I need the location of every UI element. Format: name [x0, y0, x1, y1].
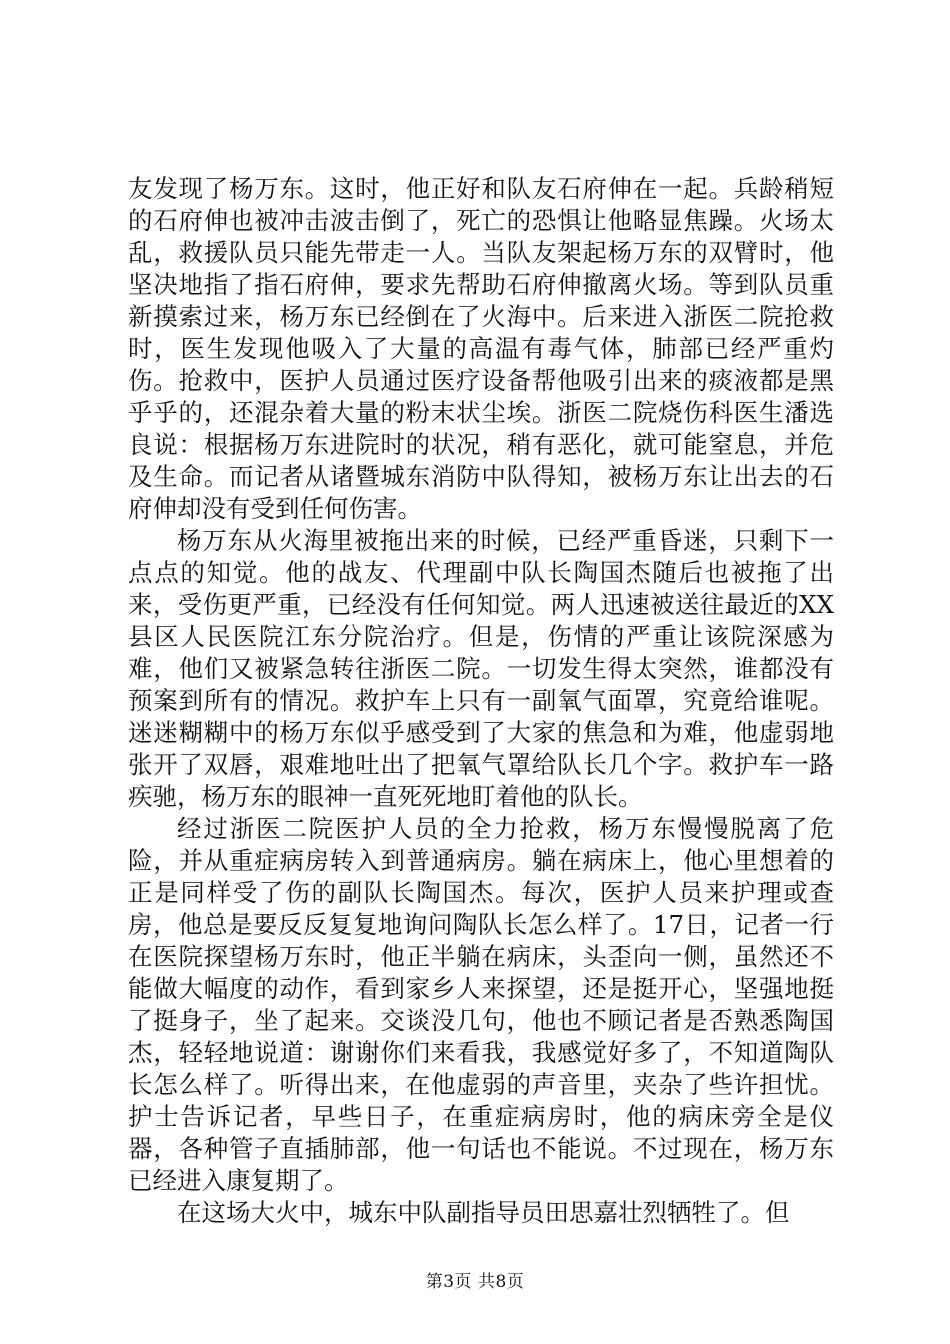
paragraph-4: 在这场大火中，城东中队副指导员田思嘉壮烈牺牲了。但 — [177, 1198, 790, 1227]
page-footer: 第3页 共8页 — [425, 1272, 525, 1292]
paragraph-1: 友发现了杨万东。这时，他正好和队友石府伸在一起。兵龄稍短的石府伸也被冲击波击倒了，死亡的恐惧让他略显焦躁。火场太乱，救援队员只能先带走一人。当队友架起杨万东的双臂时，他坚决地指了指石府伸，要求先帮助石府伸撤离火场。等到队员重新摸索过来，杨万东已经倒在了火海中。后来进入浙医二院抢救时，医生发现他吸入了大量的高温有毒气体，肺部已经严重灼伤。抢救中，医护人员通过医疗设备帮他吸引出来的痰液都是黑乎乎的，还混杂着大量的粉末状尘埃。浙医二院烧伤科医生潘选良说：根据杨万东进院时的状况，稍有恶化，就可能窒息，并危及生命。而记者从诸暨城东消防中队得知，被杨万东让出去的石府伸却没有受到任何伤害。 — [128, 174, 834, 523]
body-text — [128, 173, 834, 1229]
paragraph-2: 杨万东从火海里被拖出来的时候，已经严重昏迷，只剩下一点点的知觉。他的战友、代理副中队长陶国杰随后也被拖了出来，受伤更严重，已经没有任何知觉。两人迅速被送往最近的XX县区人民医院江东分院治疗。但是，伤情的严重让该院深感为难，他们又被紧急转往浙医二院。一切发生得太突然，谁都没有预案到所有的情况。救护车上只有一副氧气面罩，究竟给谁呢。迷迷糊糊中的杨万东似乎感受到了大家的焦急和为难，他虚弱地张开了双唇，艰难地吐出了把氧气罩给队长几个字。救护车一路疾驰，杨万东的眼神一直死死地盯着他的队长。 — [128, 526, 834, 811]
paragraph-3: 经过浙医二院医护人员的全力抢救，杨万东慢慢脱离了危险，并从重症病房转入到普通病房。躺在病床上，他心里想着的正是同样受了伤的副队长陶国杰。每次，医护人员来护理或查房，他总是要反反复复地询问陶队长怎么样了。17日，记者一行在医院探望杨万东时，他正半躺在病床，头歪向一侧，虽然还不能做大幅度的动作，看到家乡人来探望，还是挺开心，坚强地挺了挺身子，坐了起来。交谈没几句，他也不顾记者是否熟悉陶国杰，轻轻地说道：谢谢你们来看我，我感觉好多了，不知道陶队长怎么样了。听得出来，在他虚弱的声音里，夹杂了些许担忧。护士告诉记者，早些日子，在重症病房时，他的病床旁全是仪器，各种管子直插肺部，他一句话也不能说。不过现在，杨万东已经进入康复期了。 — [128, 814, 834, 1195]
